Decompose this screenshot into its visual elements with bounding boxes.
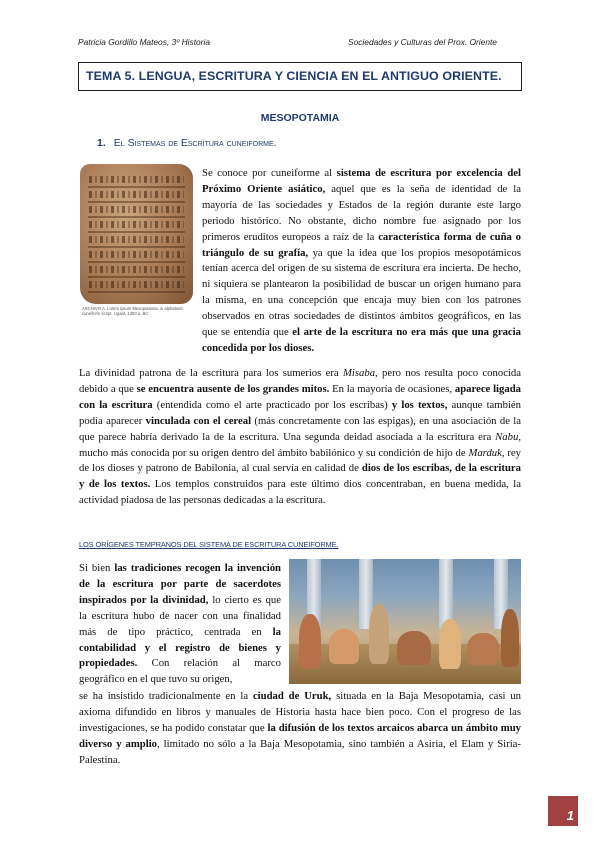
paragraph-3	[79, 561, 281, 688]
p2-bold-1: se encuentra ausente de los grandes mitos.	[136, 382, 330, 395]
p2-text-6: (más concretamente con las espigas), en una asociación de la que parece habría derivado la de la escritura. Una segunda deidad asociada a la escritura era	[79, 414, 521, 443]
p2-bold-5: dios de los escribas, de la escritura y de los textos.	[79, 462, 521, 491]
p3-text-2: lo cierto es que la escritura hubo de nacer con una finalidad más de tipo práctico, centrada en	[79, 593, 281, 638]
p3-text-1: Si bien	[79, 562, 115, 574]
p2-text-8: , rey de los dioses y patrono de Babilonia, al cual servía en calidad de	[79, 446, 521, 475]
cuneiform-tablet-image	[80, 164, 193, 304]
p4-text-3: , limitado no sólo a la Baja Mesopotamia, sino también a Asiria, el Elam y Siria-Palestina.	[79, 737, 521, 766]
p2-italic-2: Nabu	[495, 430, 519, 443]
p2-text-3: En la mayoría de ocasiones,	[329, 382, 455, 395]
paragraph-4	[79, 689, 521, 769]
p3-text-3: Con relación al marco geográfico en el que tuvo su origen,	[79, 657, 281, 686]
p2-bold-4: vinculada con el cereal	[145, 414, 252, 427]
p2-bold-3: y los textos,	[391, 398, 448, 411]
p1-text-2: aquel que es la seña de identidad de la mayoría de las sociedades y Estados de la región durante este largo periodo histórico. No obstante, dicho nombre fue asignado por los primeros eruditos europeos a raíz de la	[202, 182, 522, 243]
section-1-heading	[97, 137, 277, 149]
p1-text-1: Se conoce por cuneiforme al	[202, 167, 337, 179]
paragraph-2	[79, 366, 521, 509]
scribes-illustration	[289, 559, 521, 684]
p2-text-7: , mucho más conocida por su origen dentro del ámbito babilónico y su condición de hijo de	[79, 430, 521, 459]
section-1-label: El Sistemas de Escritura cuneiforme.	[113, 137, 277, 149]
p1-bold-3: el arte de la escritura no era más que una gracia concedida por los dioses.	[202, 326, 521, 354]
p3-bold-2: la contabilidad y el registro de bienes y propiedades.	[79, 625, 281, 670]
document-title: TEMA 5. LENGUA, ESCRITURA Y CIENCIA EN EL ANTIGUO ORIENTE.	[78, 62, 522, 91]
p2-text-5: aunque también podía aparecer	[79, 398, 522, 427]
p1-bold-2: característica forma de cuña o triángulo de su grafía,	[202, 230, 522, 259]
p2-text-4: (entendida como el arte practicado por los escribas)	[152, 398, 392, 411]
p4-text-1: se ha insistido tradicionalmente en la	[79, 690, 253, 702]
header-author: Patricia Gordillo Mateos, 3º Historia	[78, 37, 210, 47]
page-number-badge: 1	[548, 796, 578, 826]
p4-bold-1: ciudad de Uruk,	[252, 690, 332, 702]
section-title: MESOPOTAMIA	[260, 112, 340, 124]
p1-bold-1: sistema de escritura por excelencia del Próximo Oriente asiático,	[202, 167, 521, 195]
p4-text-2: situada en la Baja Mesopotamia, casi un axioma difundido en libros y manuales de Historia hasta hace bien poco. Con el progreso de las investigaciones, se ha podido constatar que	[79, 690, 521, 734]
paragraph-1-wrap	[202, 166, 521, 357]
p1-text-3: ya que la idea que los propios mesopotámicos tenían acerca del origen de su sistema de escritura era incierta. De hecho, ni siquiera se plantearon la posibilidad de buscar un origen humano para la misma, en una concepción que encaja muy bien con los patrones observados en otras sociedades de distintos ámbitos geográficos, en las que se entendía que	[202, 246, 521, 339]
p2-text-2: pero nos resulta poco conocida debido a que	[79, 367, 521, 395]
tablet-caption: ARCHIVO A. Lorem ipsum Mesopotamia, in alphabetic cuneiform script. Ugarit, 1300 a. BC	[82, 306, 184, 316]
header-course: Sociedades y Culturas del Prox. Oriente	[348, 37, 497, 47]
p2-text-9: Los templos construidos para este último dios concentraban, en buena medida, la actividad piadosa de las personas dedicadas a la escritura.	[79, 478, 521, 507]
p2-text-1: La divinidad patrona de la escritura para los sumerios era	[79, 367, 343, 379]
p2-italic-1: Misaba,	[342, 367, 378, 379]
p2-bold-2: aparece ligada con la escritura	[79, 382, 521, 411]
subsection-heading: LOS ORÍGENES TEMPRANOS DEL SISTEMA DE ESCRITURA CUNEIFORME.	[79, 540, 339, 549]
p3-bold-1: las tradiciones recogen la invención de la escritura por parte de sacerdotes inspirados por la divinidad,	[79, 562, 281, 606]
p4-bold-2: la difusión de los textos arcaicos abarca un ámbito muy diverso y amplio	[79, 721, 521, 750]
section-1-number: 1.	[97, 137, 106, 149]
p2-italic-3: Marduk	[468, 446, 502, 459]
